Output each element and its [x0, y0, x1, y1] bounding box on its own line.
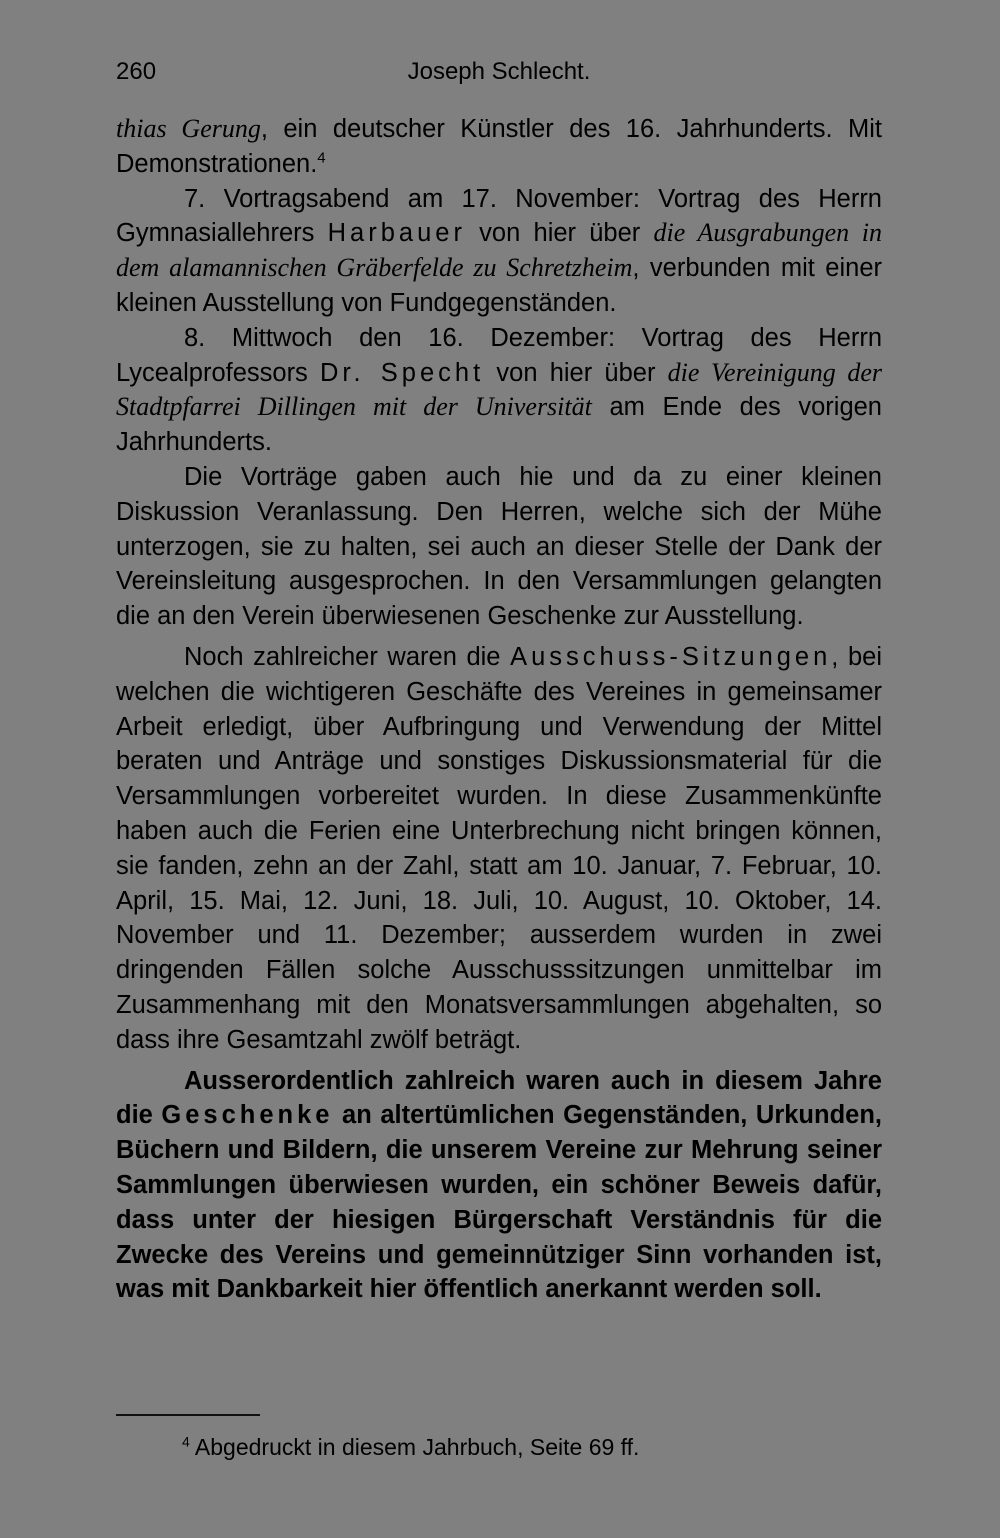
emphasized-term: Ausschuss-Sitzungen [510, 642, 832, 671]
speaker-name: Dr. Specht [320, 358, 485, 387]
running-head: Joseph Schlecht. [407, 58, 591, 85]
paragraph-3 [116, 321, 882, 460]
italic-title: die Ausgrabungen in dem alamannischen Gräberfelde zu Schretzheim [116, 218, 882, 283]
paragraph-5 [116, 640, 882, 1058]
paragraph-text: Ausserordentlich zahlreich waren auch in diesem Jahre die [116, 1066, 882, 1130]
footnote-text: Abgedruckt in diesem Jahrbuch, Seite 69 ff. [189, 1434, 640, 1460]
paragraph-text: , ein deutscher Künstler des 16. Jahrhunderts. Mit Demonstrationen. [116, 115, 883, 178]
paragraph-text: 7. Vortragsabend am 17. November: Vortrag des Herrn Gymnasiallehrers [116, 184, 882, 248]
page-header [116, 58, 882, 92]
paragraph-1 [116, 112, 882, 182]
paragraph-text: am Ende des vorigen Jahrhunderts. [116, 393, 882, 457]
paragraph-text: Noch zahlreicher waren die [184, 642, 511, 671]
italic-title: thias Gerung [116, 114, 261, 143]
paragraph-text: , bei welchen die wichtigeren Geschäfte des Vereines in gemeinsamer Arbeit erledigt, über Aufbringung und Verwendung der Mittel beraten und Anträge und sonstiges Diskussionsmaterial für die Versammlungen vorbereitet wurden. In diese Zusammenkünfte haben auch die Ferien eine Unterbrechung nicht bringen können, sie fanden, zehn an der Zahl, statt am 10. Januar, 7. Februar, 10. April, 15. Mai, 12. Juni, 18. Juli, 10. August, 10. Oktober, 14. November und 11. Dezember; ausserdem wurden in zwei dringenden Fällen solche Ausschusssitzungen unmittelbar im Zusammenhang mit den Monatsversammlungen abgehalten, so dass ihre Gesamtzahl zwölf beträgt. [116, 642, 882, 1054]
paragraph-text: von hier über [484, 358, 668, 387]
paragraph-4 [116, 460, 882, 634]
paragraph-text: von hier über [465, 219, 654, 248]
paragraph-text: 8. Mittwoch den 16. Dezember: Vortrag des Herrn Lycealprofessors [116, 323, 882, 387]
footnote-rule [116, 1414, 260, 1416]
speaker-name: Harbauer [327, 219, 466, 248]
paragraph-text: , verbunden mit einer kleinen Ausstellung von Fundgegenständen. [116, 254, 882, 317]
body-text [116, 112, 882, 1307]
footnote-marker: 4 [182, 1433, 190, 1450]
document-page [116, 58, 882, 1307]
footnote-ref: 4 [317, 149, 326, 167]
paragraph-2 [116, 182, 882, 321]
paragraph-text: Die Vorträge gaben auch hie und da zu einer kleinen Diskussion Veranlassung. Den Herren, welche sich der Mühe unterzogen, sie zu halten, sei auch an dieser Stelle der Dank der Vereinsleitung ausgesprochen. In den Versammlungen gelangten die an den Verein überwiesenen Geschenke zur Ausstellung. [116, 462, 882, 631]
paragraph-6 [116, 1064, 882, 1308]
page-number: 260 [116, 58, 157, 85]
emphasized-term: Geschenke [161, 1101, 334, 1130]
italic-title: die Vereinigung der Stadtpfarrei Dillingen mit der Universität [116, 357, 882, 422]
paragraph-text: an altertümlichen Gegenständen, Urkunden, Büchern und Bildern, die unserem Vereine zur Mehrung seiner Sammlungen überwiesen wurden, ein schöner Beweis dafür, dass unter der hiesigen Bürgerschaft Verständnis für die Zwecke des Vereins und gemeinnütziger Sinn vorhanden ist, was mit Dankbarkeit hier öffentlich anerkannt werden soll. [116, 1101, 882, 1304]
footnote [182, 1432, 639, 1462]
